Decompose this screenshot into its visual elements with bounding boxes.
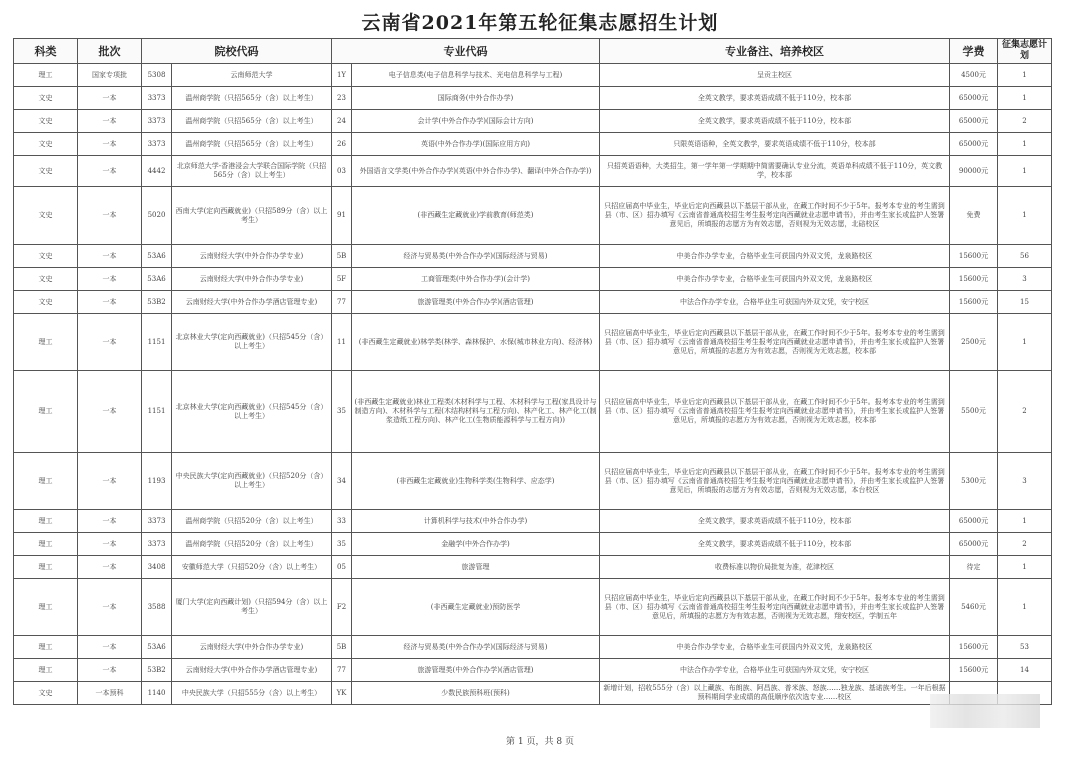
table-row [14, 291, 1052, 314]
cell-fee: 15600元 [950, 245, 998, 268]
table-header [14, 39, 1052, 64]
cell-major-code: 77 [332, 659, 352, 682]
cell-fee: 65000元 [950, 87, 998, 110]
cell-pici: 一本 [78, 133, 142, 156]
cell-school-name: 西南大学(定向西藏就业)（只招589分（含）以上考生） [172, 187, 332, 245]
cell-major-name: 旅游管理 [352, 556, 600, 579]
cell-school-code: 3373 [142, 133, 172, 156]
cell-pici: 一本 [78, 87, 142, 110]
page-footer: 第 1 页，共 8 页 [506, 737, 574, 747]
cell-note: 呈贡主校区 [600, 64, 950, 87]
cell-fee: 90000元 [950, 156, 998, 187]
cell-fee: 5460元 [950, 579, 998, 636]
cell-school-code: 1193 [142, 453, 172, 510]
cell-major-name: (非西藏生定藏就业)林业工程类(木材科学与工程、木材科学与工程(家具设计与制造方向)、木材科学与工程(木结构材料与工程方向)、林产化工、林产化工(制浆造纸工程方向)、林产化工(生物质能源科学与工程方向)) [352, 371, 600, 453]
cell-pici: 一本 [78, 659, 142, 682]
cell-note: 收费标准以物价局批复为准，花津校区 [600, 556, 950, 579]
cell-major-name: 经济与贸易类(中外合作办学)(国际经济与贸易) [352, 636, 600, 659]
table-row [14, 156, 1052, 187]
cell-school-code: 5308 [142, 64, 172, 87]
header-fee: 学费 [950, 39, 998, 64]
cell-fee: 15600元 [950, 268, 998, 291]
header-pici: 批次 [78, 39, 142, 64]
cell-kelei: 文史 [14, 87, 78, 110]
cell-plan: 14 [998, 659, 1052, 682]
cell-pici: 一本 [78, 110, 142, 133]
cell-major-code: 11 [332, 314, 352, 371]
cell-plan: 1 [998, 510, 1052, 533]
cell-kelei: 理工 [14, 533, 78, 556]
cell-major-code: 05 [332, 556, 352, 579]
cell-kelei: 理工 [14, 371, 78, 453]
cell-major-name: 金融学(中外合作办学) [352, 533, 600, 556]
cell-plan: 1 [998, 579, 1052, 636]
table-row [14, 133, 1052, 156]
cell-kelei: 文史 [14, 133, 78, 156]
cell-major-code: F2 [332, 579, 352, 636]
cell-school-code: 3588 [142, 579, 172, 636]
cell-pici: 一本 [78, 314, 142, 371]
cell-major-name: (非西藏生定藏就业)预防医学 [352, 579, 600, 636]
cell-major-name: 国际商务(中外合作办学) [352, 87, 600, 110]
cell-note: 全英文教学，要求英语成绩不低于110分，校本部 [600, 110, 950, 133]
cell-kelei: 文史 [14, 291, 78, 314]
cell-fee: 65000元 [950, 133, 998, 156]
cell-fee: 2500元 [950, 314, 998, 371]
cell-school-code: 1151 [142, 371, 172, 453]
cell-major-code: 35 [332, 371, 352, 453]
cell-note: 中美合作办学专业，合格毕业生可获国内外双文凭，龙泉路校区 [600, 636, 950, 659]
cell-pici: 一本 [78, 556, 142, 579]
table-row [14, 533, 1052, 556]
cell-plan: 1 [998, 156, 1052, 187]
cell-plan: 15 [998, 291, 1052, 314]
table-row [14, 245, 1052, 268]
cell-major-code: 35 [332, 533, 352, 556]
cell-note: 只招应届高中毕业生，毕业后定向西藏县以下基层干部从业，在藏工作时间不少于5年。报考本专业的考生需到县（市、区）招办填写《云南省普通高校招生考生报考定向西藏就业志愿申请书》，并由考生家长或监护人签署意见后，所填报的志愿方为有效志愿，否则视为无效志愿，翔安校区，学制五年 [600, 579, 950, 636]
cell-kelei: 理工 [14, 64, 78, 87]
cell-fee: 15600元 [950, 291, 998, 314]
cell-major-code: 5F [332, 268, 352, 291]
cell-pici: 一本 [78, 268, 142, 291]
cell-kelei: 理工 [14, 314, 78, 371]
cell-major-name: 计算机科学与技术(中外合作办学) [352, 510, 600, 533]
cell-school-code: 4442 [142, 156, 172, 187]
cell-school-name: 云南财经大学(中外合作办学酒店管理专业) [172, 291, 332, 314]
cell-major-code: 5B [332, 245, 352, 268]
cell-pici: 一本 [78, 245, 142, 268]
cell-kelei: 理工 [14, 453, 78, 510]
cell-school-name: 云南财经大学(中外合作办学专业) [172, 636, 332, 659]
cell-school-code: 53A6 [142, 245, 172, 268]
cell-pici: 国家专项批 [78, 64, 142, 87]
cell-school-code: 3373 [142, 533, 172, 556]
cell-major-code: 5B [332, 636, 352, 659]
cell-major-name: 旅游管理类(中外合作办学)(酒店管理) [352, 291, 600, 314]
cell-kelei: 文史 [14, 110, 78, 133]
cell-note: 只招应届高中毕业生，毕业后定向西藏县以下基层干部从业，在藏工作时间不少于5年。报考本专业的考生需到县（市、区）招办填写《云南省普通高校招生考生报考定向西藏就业志愿申请书》，并由考生家长或监护人签署意见后，所填报的志愿方为有效志愿，否则视为无效志愿，校本部 [600, 314, 950, 371]
cell-plan: 3 [998, 268, 1052, 291]
cell-note: 中美合作办学专业，合格毕业生可获国内外双文凭，龙泉路校区 [600, 268, 950, 291]
cell-major-code: 91 [332, 187, 352, 245]
cell-school-name: 温州商学院（只招565分（含）以上考生） [172, 133, 332, 156]
cell-note: 中法合作办学专业，合格毕业生可获国内外双文凭，安宁校区 [600, 291, 950, 314]
table-row [14, 510, 1052, 533]
cell-major-code: 77 [332, 291, 352, 314]
cell-kelei: 文史 [14, 156, 78, 187]
cell-major-name: (非西藏生定藏就业)生物科学类(生物科学、应态学) [352, 453, 600, 510]
cell-plan: 1 [998, 87, 1052, 110]
cell-major-name: 电子信息类(电子信息科学与技术、光电信息科学与工程) [352, 64, 600, 87]
header-major-code: 专业代码 [332, 39, 600, 64]
cell-school-code: 1140 [142, 682, 172, 705]
table-row [14, 371, 1052, 453]
table-row [14, 314, 1052, 371]
header-kelei: 科类 [14, 39, 78, 64]
cell-plan: 1 [998, 133, 1052, 156]
cell-kelei: 文史 [14, 245, 78, 268]
cell-pici: 一本 [78, 579, 142, 636]
cell-school-name: 北京师范大学-香港浸会大学联合国际学院（只招565分（含）以上考生） [172, 156, 332, 187]
cell-school-code: 3408 [142, 556, 172, 579]
table-row [14, 64, 1052, 87]
cell-plan: 1 [998, 187, 1052, 245]
cell-fee: 5300元 [950, 453, 998, 510]
cell-pici: 一本 [78, 291, 142, 314]
cell-major-name: 工商管理类(中外合作办学)(会计学) [352, 268, 600, 291]
cell-major-code: 1Y [332, 64, 352, 87]
cell-fee: 65000元 [950, 533, 998, 556]
cell-school-name: 云南师范大学 [172, 64, 332, 87]
cell-school-code: 3373 [142, 110, 172, 133]
cell-school-name: 中央民族大学(定向西藏就业)（只招520分（含）以上考生） [172, 453, 332, 510]
cell-major-name: 外国语言文学类(中外合作办学)(英语(中外合作办学)、翻译(中外合作办学)) [352, 156, 600, 187]
cell-note: 只招英语语种，大类招生，第一学年第一学期期中简需要确认专业分流，英语单科成绩不低于110分，英文教学，校本部 [600, 156, 950, 187]
cell-school-code: 53B2 [142, 291, 172, 314]
table-row [14, 556, 1052, 579]
cell-note: 全英文教学，要求英语成绩不低于110分，校本部 [600, 533, 950, 556]
cell-major-code: 26 [332, 133, 352, 156]
table-row [14, 187, 1052, 245]
cell-pici: 一本 [78, 636, 142, 659]
cell-fee: 免费 [950, 187, 998, 245]
cell-fee: 15600元 [950, 636, 998, 659]
cell-plan: 2 [998, 371, 1052, 453]
cell-note: 中美合作办学专业，合格毕业生可获国内外双文凭，龙泉路校区 [600, 245, 950, 268]
cell-pici: 一本 [78, 371, 142, 453]
cell-school-code: 53A6 [142, 636, 172, 659]
cell-plan: 56 [998, 245, 1052, 268]
cell-school-code: 3373 [142, 87, 172, 110]
cell-school-name: 云南财经大学(中外合作办学酒店管理专业) [172, 659, 332, 682]
cell-pici: 一本 [78, 533, 142, 556]
table-row [14, 110, 1052, 133]
header-plan: 征集志愿计划 [998, 39, 1052, 64]
cell-major-code: 34 [332, 453, 352, 510]
cell-school-name: 厦门大学(定向西藏计划)（只招594分（含）以上考生） [172, 579, 332, 636]
cell-note: 只招应届高中毕业生，毕业后定向西藏县以下基层干部从业，在藏工作时间不少于5年。报考本专业的考生需到县（市、区）招办填写《云南省普通高校招生考生报考定向西藏就业志愿申请书》，并由考生家长或监护人签署意见后，所填报的志愿方为有效志愿，否则视为无效志愿，校本部 [600, 371, 950, 453]
cell-fee: 5500元 [950, 371, 998, 453]
cell-plan: 1 [998, 64, 1052, 87]
table-row [14, 659, 1052, 682]
cell-school-name: 中央民族大学（只招555分（含）以上考生） [172, 682, 332, 705]
cell-pici: 一本 [78, 187, 142, 245]
cell-pici: 一本预科 [78, 682, 142, 705]
cell-kelei: 文史 [14, 268, 78, 291]
cell-plan: 1 [998, 314, 1052, 371]
cell-note: 中法合作办学专业，合格毕业生可获国内外双文凭，安宁校区 [600, 659, 950, 682]
cell-major-name: (非西藏生定藏就业)学前教育(师范类) [352, 187, 600, 245]
cell-school-name: 北京林业大学(定向西藏就业)（只招545分（含）以上考生） [172, 314, 332, 371]
cell-kelei: 文史 [14, 187, 78, 245]
cell-school-code: 5020 [142, 187, 172, 245]
table-row [14, 268, 1052, 291]
cell-major-name: 经济与贸易类(中外合作办学)(国际经济与贸易) [352, 245, 600, 268]
cell-kelei: 理工 [14, 636, 78, 659]
cell-major-code: 33 [332, 510, 352, 533]
cell-school-name: 温州商学院（只招520分（含）以上考生） [172, 533, 332, 556]
cell-major-code: 24 [332, 110, 352, 133]
cell-pici: 一本 [78, 453, 142, 510]
cell-kelei: 文史 [14, 682, 78, 705]
cell-plan: 2 [998, 533, 1052, 556]
table-row [14, 87, 1052, 110]
cell-note: 只限英语语种，全英文教学，要求英语成绩不低于110分，校本部 [600, 133, 950, 156]
cell-note: 只招应届高中毕业生，毕业后定向西藏县以下基层干部从业，在藏工作时间不少于5年。报考本专业的考生需到县（市、区）招办填写《云南省普通高校招生考生报考定向西藏就业志愿申请书》，并由考生家长或监护人签署意见后，所填报的志愿方为有效志愿，否则视为无效志愿，本台校区 [600, 453, 950, 510]
header-school-code: 院校代码 [142, 39, 332, 64]
cell-pici: 一本 [78, 156, 142, 187]
table-row [14, 453, 1052, 510]
cell-school-name: 云南财经大学(中外合作办学专业) [172, 245, 332, 268]
cell-school-name: 安徽师范大学（只招520分（含）以上考生） [172, 556, 332, 579]
header-note: 专业备注、培养校区 [600, 39, 950, 64]
cell-school-name: 温州商学院（只招565分（含）以上考生） [172, 110, 332, 133]
cell-major-name: 英语(中外合作办学)(国际应用方向) [352, 133, 600, 156]
cell-fee: 待定 [950, 556, 998, 579]
blurred-watermark [930, 694, 1040, 728]
cell-fee: 4500元 [950, 64, 998, 87]
page-title: 云南省2021年第五轮征集志愿招生计划 [361, 12, 719, 34]
cell-fee: 15600元 [950, 659, 998, 682]
cell-pici: 一本 [78, 510, 142, 533]
cell-major-code: YK [332, 682, 352, 705]
cell-school-code: 1151 [142, 314, 172, 371]
table-row [14, 636, 1052, 659]
cell-school-name: 温州商学院（只招565分（含）以上考生） [172, 87, 332, 110]
cell-school-code: 53B2 [142, 659, 172, 682]
cell-plan: 1 [998, 556, 1052, 579]
cell-major-name: (非西藏生定藏就业)林学类(林学、森林保护、水保(城市林业方向)、经济林) [352, 314, 600, 371]
cell-fee: 65000元 [950, 510, 998, 533]
table-row [14, 682, 1052, 705]
cell-major-name: 少数民族预科班(预科) [352, 682, 600, 705]
cell-school-name: 温州商学院（只招520分（含）以上考生） [172, 510, 332, 533]
cell-major-name: 旅游管理类(中外合作办学)(酒店管理) [352, 659, 600, 682]
cell-note: 全英文教学，要求英语成绩不低于110分，校本部 [600, 510, 950, 533]
cell-major-name: 会计学(中外合作办学)(国际会计方向) [352, 110, 600, 133]
cell-kelei: 理工 [14, 659, 78, 682]
cell-note: 全英文教学，要求英语成绩不低于110分，校本部 [600, 87, 950, 110]
cell-note: 新增计划，招收555分（含）以上藏族、布朗族、阿昌族、普米族、怒族……独龙族、基诺族考生。一年后根据预科期间学业成绩的高低顺序依次选专业……校区 [600, 682, 950, 705]
cell-school-code: 53A6 [142, 268, 172, 291]
cell-kelei: 理工 [14, 510, 78, 533]
cell-note: 只招应届高中毕业生，毕业后定向西藏县以下基层干部从业，在藏工作时间不少于5年。报考本专业的考生需到县（市、区）招办填写《云南省普通高校招生考生报考定向西藏就业志愿申请书》，并由考生家长或监护人签署意见后，所填报的志愿方为有效志愿，否则视为无效志愿，北碚校区 [600, 187, 950, 245]
admission-plan-table [13, 38, 1052, 705]
cell-plan: 2 [998, 110, 1052, 133]
cell-kelei: 理工 [14, 579, 78, 636]
cell-major-code: 03 [332, 156, 352, 187]
table-row [14, 579, 1052, 636]
cell-major-code: 23 [332, 87, 352, 110]
cell-school-name: 北京林业大学(定向西藏就业)（只招545分（含）以上考生） [172, 371, 332, 453]
cell-kelei: 理工 [14, 556, 78, 579]
cell-plan: 53 [998, 636, 1052, 659]
cell-school-code: 3373 [142, 510, 172, 533]
cell-school-name: 云南财经大学(中外合作办学专业) [172, 268, 332, 291]
cell-fee: 65000元 [950, 110, 998, 133]
cell-plan: 3 [998, 453, 1052, 510]
